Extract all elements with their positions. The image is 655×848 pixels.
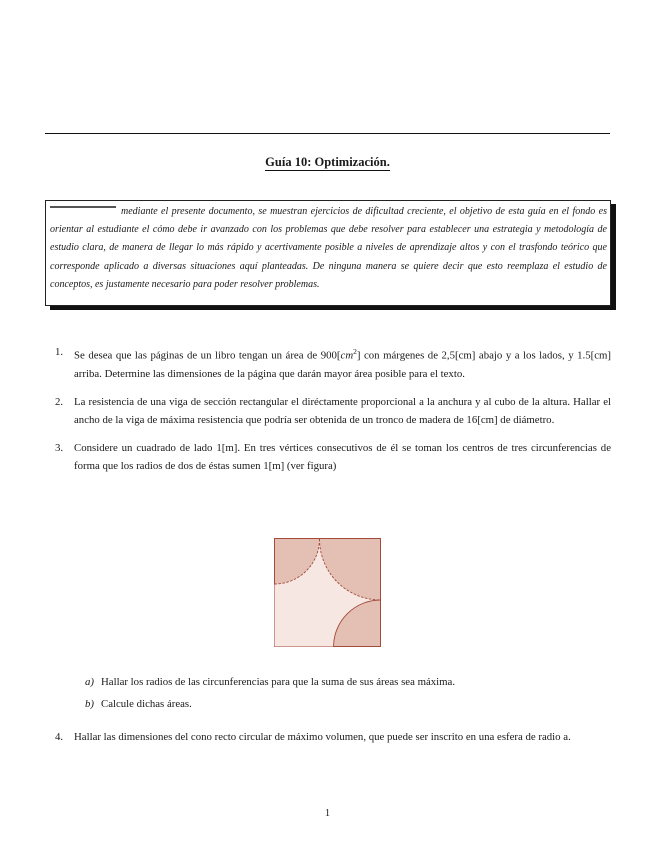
subitem-text: Hallar los radios de las circunferencias para que la suma de sus áreas sea máxima. [101,676,456,688]
intro-text: mediante el presente documento, se muestran ejercicios de dificultad creciente, el objetivo de esta guía en el fondo es orientar al estudiante el cómo debe ir avanzado con los problemas que debe resolver para establecer una estrategia y metodología de estudio clara, de manera de llegar lo más rápido y acertivamente posible a niveles de aprendizaje altos y con el trasfondo teórico que corresponde aplicado a diversas situaciones aquí planteadas. De ninguna manera se quiere decir que esto reemplaza el estudio de conceptos, es justamente necesario para poder resolver problemas. [50,206,607,290]
subitem [85,673,605,692]
problem-text: Considere un cuadrado de lado 1[m]. En tres vértices consecutivos de él se toman los centros de tres circunferencias de forma que los radios de dos de éstas sumen 1[m] (ver figura) [74,441,611,473]
subitem [85,695,605,714]
header-rule [45,133,610,134]
circles-figure [274,538,381,647]
problem-exponent: 2 [353,347,357,356]
subitem-text: Calcule dichas áreas. [101,697,192,710]
problem-unit: cm [340,349,354,362]
page-title [0,155,655,170]
problem-number: 2. [55,395,64,408]
subitem-label: b) [85,697,94,710]
problem-item [55,728,611,747]
problem-text-part: ] con márgenes de 2,5[cm] abajo y a los lados, y 1.5[cm] arriba. Determine las dimensiones de la página que darán mayor área posible para el texto. [74,349,611,381]
subitem-label: a) [85,676,94,688]
problem-item [55,343,611,384]
problem-list [55,343,611,476]
problem-number: 1. [55,346,64,358]
intro-lead-mark [50,206,116,208]
problem-number: 4. [55,731,64,743]
intro-box [45,200,611,306]
subitem-list [85,673,605,716]
page-number: 1 [324,808,331,819]
problem-item [55,393,611,430]
problem-text-part: Se desea que las páginas de un libro tengan un área de 900[ [74,349,341,362]
problem-text: Hallar las dimensiones del cono recto circular de máximo volumen, que puede ser inscrito en una esfera de radio a. [74,731,571,743]
problem-item [55,439,611,476]
problem-number: 3. [55,441,64,454]
problem-text: La resistencia de una viga de sección rectangular el diréctamente proporcional a la anchura y al cubo de la altura. Hallar el ancho de la viga de máxima resistencia que podría ser obtenida de un tronco de madera de 16[cm] de diámetro. [74,395,611,427]
page-title-text: Guía 10: Optimización. [265,155,390,169]
